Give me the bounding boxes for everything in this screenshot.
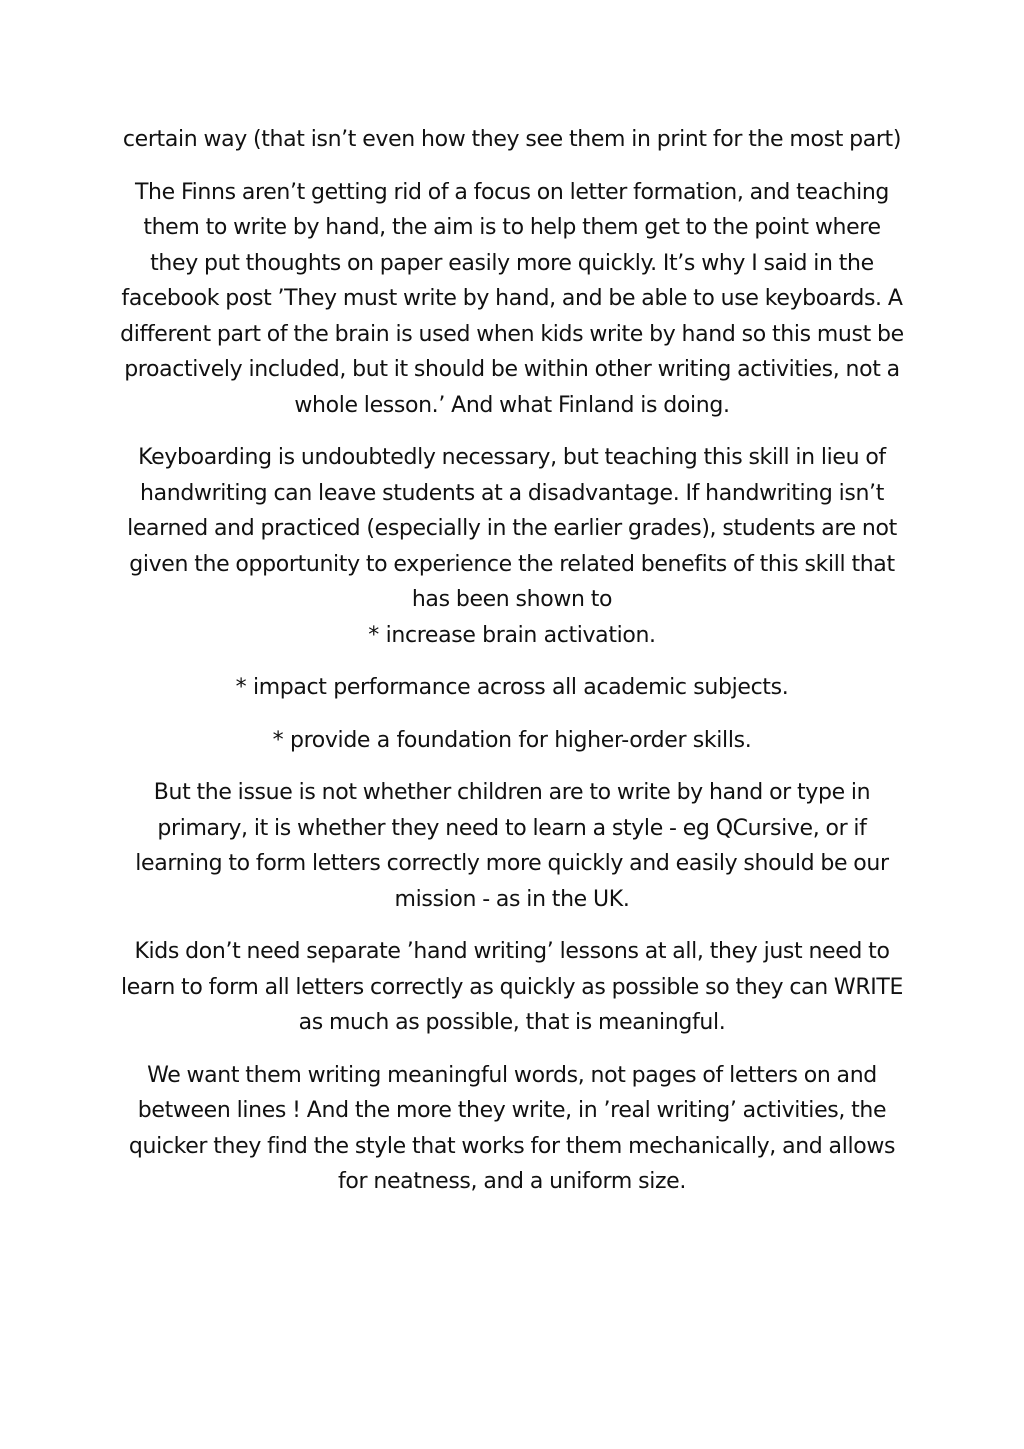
paragraph-6: We want them writing meaningful words, not pages of letters on and between lines ! And the more they write, in ’real writing’ activities, the quicker they find the style that works for them mechanically, and allows for neatness, and a uniform size. [128, 1062, 896, 1194]
bullet-item-2: * impact performance across all academic subjects. [235, 675, 789, 700]
document-body [120, 122, 904, 1217]
paragraph-4: But the issue is not whether children are to write by hand or type in primary, it is whether they need to learn a style - eg QCursive, or if learning to form letters correctly more quickly and easily should be our mission - as in the UK. [135, 780, 889, 912]
paragraph-1: certain way (that isn’t even how they see them in print for the most part) [122, 127, 902, 152]
paragraph-3: Keyboarding is undoubtedly necessary, but teaching this skill in lieu of handwriting can leave students at a disadvantage. If handwriting isn’t learned and practiced (especially in the earlier grades), students are not given the opportunity to experience the related benefits of this skill that has been shown to [127, 445, 897, 612]
paragraph-5: Kids don’t need separate ’hand writing’ lessons at all, they just need to learn to form all letters correctly as quickly as possible so they can WRITE as much as possible, that is meaningful. [120, 939, 904, 1035]
bullet-item-3: * provide a foundation for higher-order skills. [272, 727, 752, 753]
paragraph-2: The Finns aren’t getting rid of a focus on letter formation, and teaching them to write by hand, the aim is to help them get to the point where they put thoughts on paper easily more quickly. It’s why I said in the facebook post ’They must write by hand, and be able to use keyboards. A different part of the brain is used when kids write by hand so this must be proactively included, but it should be within other writing activities, not a whole lesson.’ And what Finland is doing. [120, 179, 904, 418]
bullet-item-1: * increase brain activation. [368, 622, 656, 648]
